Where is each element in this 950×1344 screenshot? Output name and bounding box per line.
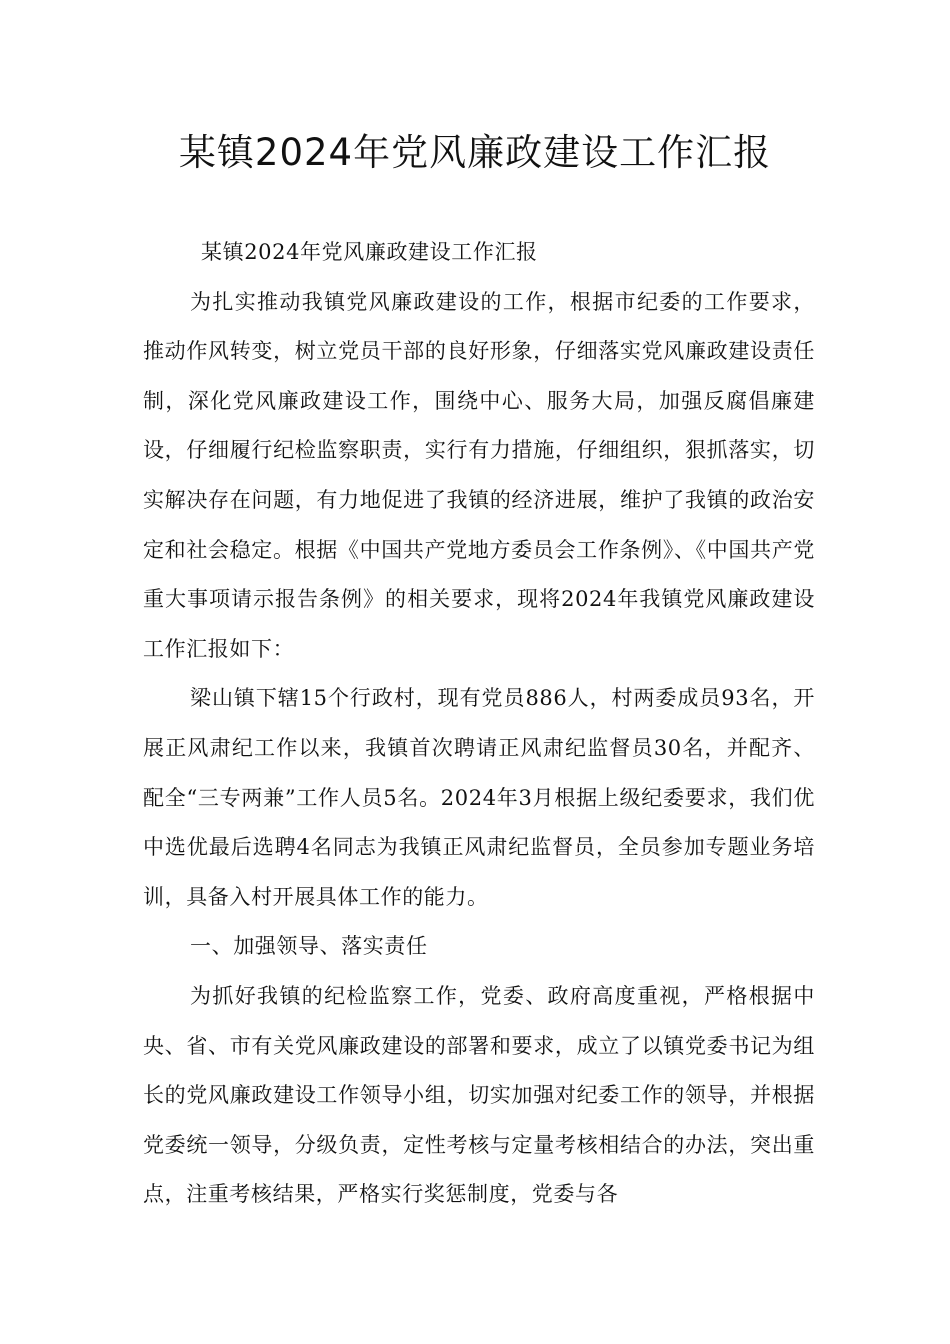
paragraph-leadership: 为抓好我镇的纪检监察工作，党委、政府高度重视，严格根据中央、省、市有关党风廉政建设的部署和要求，成立了以镇党委书记为组长的党风廉政建设工作领导小组，切实加强对纪委工作的领导，并根据党委统一领导，分级负责，定性考核与定量考核相结合的办法，突出重点，注重考核结果，严格实行奖惩制度，党委与各: [143, 983, 815, 1207]
document-body: [143, 228, 815, 1220]
document-subtitle: 某镇2024年党风廉政建设工作汇报: [201, 240, 538, 264]
paragraph-intro: 为扎实推动我镇党风廉政建设的工作，根据市纪委的工作要求，推动作风转变，树立党员干部的良好形象，仔细落实党风廉政建设责任制，深化党风廉政建设工作，围绕中心、服务大局，加强反腐倡廉建设，仔细履行纪检监察职责，实行有力措施，仔细组织，狠抓落实，切实解决存在问题，有力地促进了我镇的经济进展，维护了我镇的政治安定和社会稳定。根据《中国共产党地方委员会工作条例》、《中国共产党重大事项请示报告条例》的相关要求，现将2024年我镇党风廉政建设工作汇报如下：: [143, 289, 815, 661]
section-heading-leadership: 一、加强领导、落实责任: [190, 934, 428, 959]
document-title: 某镇2024年党风廉政建设工作汇报: [178, 131, 772, 174]
paragraph-overview: 梁山镇下辖15个行政村，现有党员886人，村两委成员93名，开展正风肃纪工作以来，我镇首次聘请正风肃纪监督员30名，并配齐、配全“三专两兼”工作人员5名。2024年3月根据上级纪委要求，我们优中选优最后选聘4名同志为我镇正风肃纪监督员，全员参加专题业务培训，具备入村开展具体工作的能力。: [143, 686, 815, 909]
